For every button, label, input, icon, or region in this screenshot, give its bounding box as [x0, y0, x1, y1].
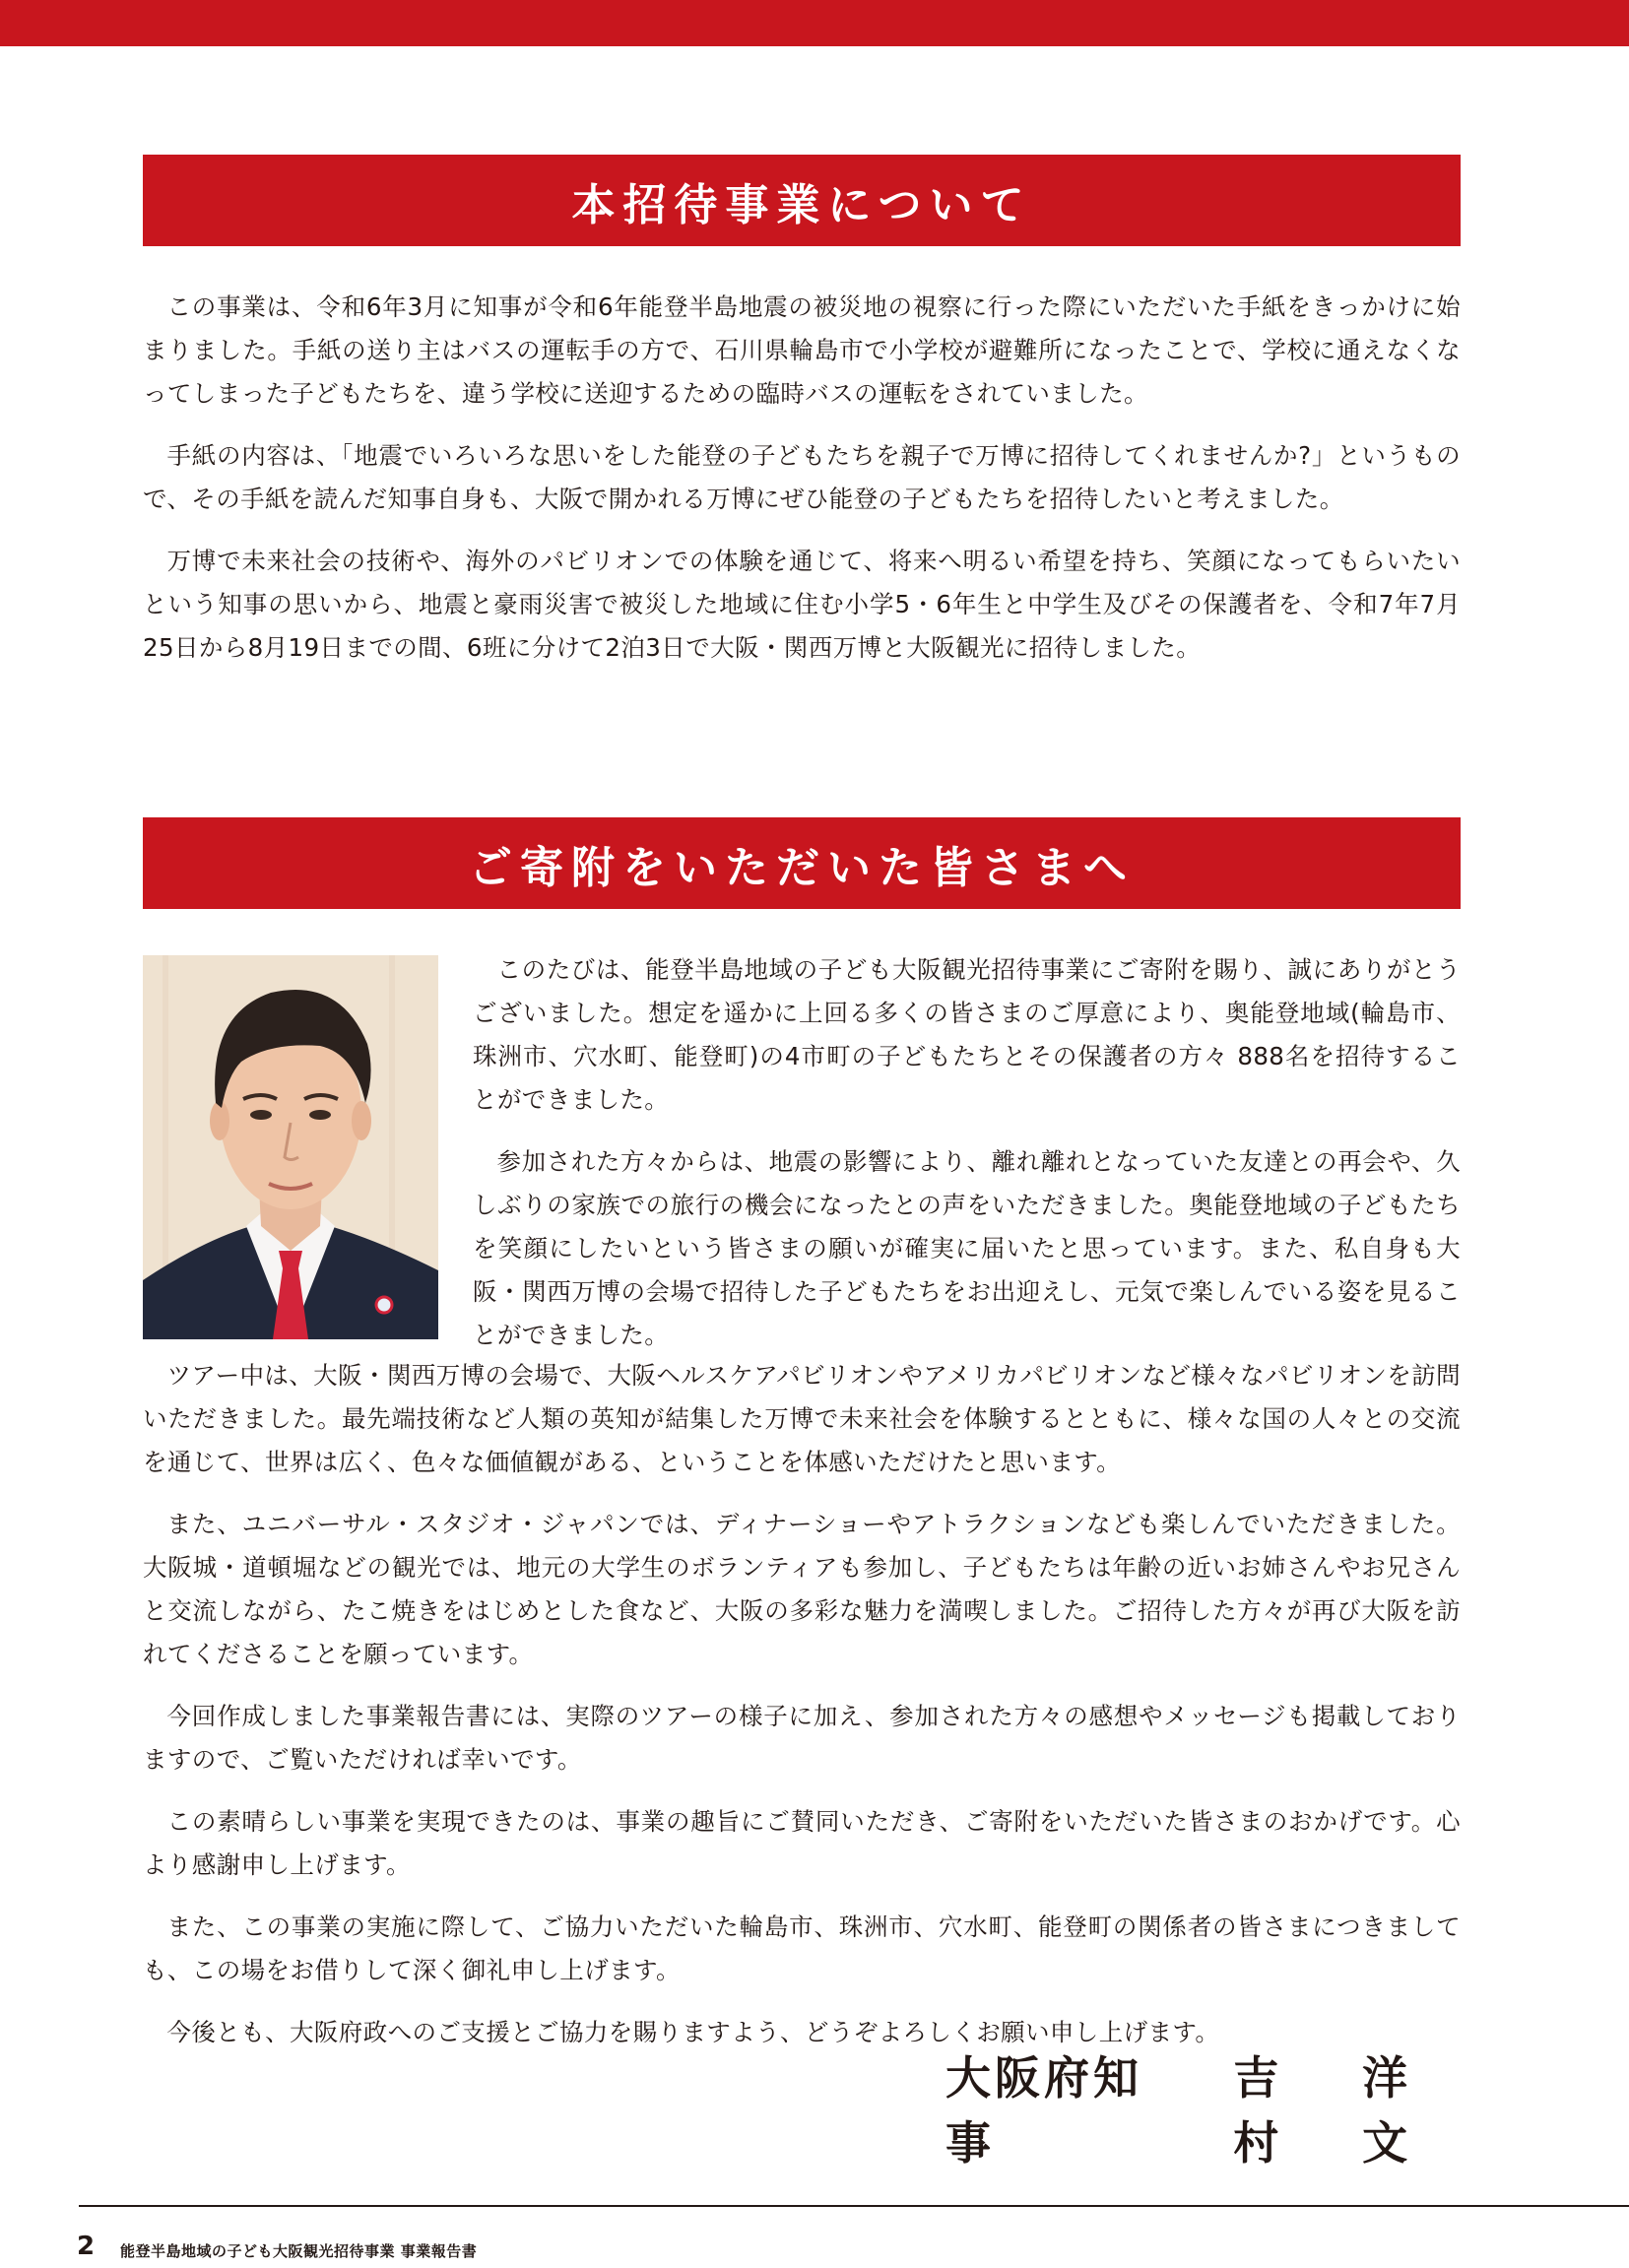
intro-right-column [473, 948, 1461, 1376]
page-number: 2 [77, 2232, 96, 2261]
footer-document-title: 能登半島地域の子ども大阪観光招待事業 事業報告書 [120, 2242, 478, 2260]
section-header-to-donors [143, 817, 1461, 909]
section-title: ご寄附をいただいた皆さまへ [469, 842, 1135, 893]
paragraph: 手紙の内容は、「地震でいろいろな思いをした能登の子どもたちを親子で万博に招待してくれませんか?」というもので、その手紙を読んだ知事自身も、大阪で開かれる万博にぜひ能登の子どもたちを招待したいと考えました。 [143, 441, 1461, 513]
governor-portrait-photo [143, 955, 438, 1339]
about-program-body [143, 286, 1461, 688]
paragraph: また、ユニバーサル・スタジオ・ジャパンでは、ディナーショーやアトラクションなども楽しんでいただきました。大阪城・道頓堀などの観光では、地元の大学生のボランティアも参加し、子どもたちは年齢の近いお姉さんやお兄さんと交流しながら、たこ焼きをはじめとした食など、大阪の多彩な魅力を満喫しました。ご招待した方々が再び大阪を訪れてくださることを願っています。 [143, 1510, 1461, 1668]
paragraph: この事業は、令和6年3月に知事が令和6年能登半島地震の被災地の視察に行った際にいただいた手紙をきっかけに始まりました。手紙の送り主はバスの運転手の方で、石川県輪島市で小学校が避難所になったことで、学校に通えなくなってしまった子どもたちを、違う学校に送迎するための臨時バスの運転をされていました。 [143, 292, 1461, 408]
signature-surname: 吉村 [1233, 2051, 1283, 2170]
governor-signature [945, 2051, 1458, 2170]
signature-title: 大阪府知事 [945, 2051, 1142, 2170]
portrait-illustration [143, 955, 438, 1339]
donor-message-body [143, 1354, 1461, 2073]
section-title: 本招待事業について [571, 179, 1032, 230]
section-header-about-program [143, 155, 1461, 246]
paragraph: また、この事業の実施に際して、ご協力いただいた輪島市、珠洲市、穴水町、能登町の関係者の皆さまにつきましても、この場をお借りして深く御礼申し上げます。 [143, 1912, 1461, 1984]
signature-given-name: 洋文 [1362, 2051, 1412, 2170]
paragraph: 参加された方々からは、地震の影響により、離れ離れとなっていた友達との再会や、久しぶりの家族での旅行の機会になったとの声をいただきました。奥能登地域の子どもたちを笑顔にしたいという皆さまの願いが確実に届いたと思っています。また、私自身も大阪・関西万博の会場で招待した子どもたちをお出迎えし、元気で楽しんでいる姿を見ることができました。 [473, 1147, 1461, 1349]
paragraph: 今回作成しました事業報告書には、実際のツアーの様子に加え、参加された方々の感想やメッセージも掲載しておりますので、ご覧いただければ幸いです。 [143, 1702, 1461, 1774]
top-accent-bar [0, 0, 1629, 46]
footer-divider [79, 2205, 1629, 2207]
paragraph: ツアー中は、大阪・関西万博の会場で、大阪ヘルスケアパビリオンやアメリカパビリオンなど様々なパビリオンを訪問いただきました。最先端技術など人類の英知が結集した万博で未来社会を体験するとともに、様々な国の人々との交流を通じて、世界は広く、色々な価値観がある、ということを体感いただけたと思います。 [143, 1361, 1461, 1476]
paragraph: 万博で未来社会の技術や、海外のパビリオンでの体験を通じて、将来へ明るい希望を持ち、笑顔になってもらいたいという知事の思いから、地震と豪雨災害で被災した地域に住む小学5・6年生と中学生及びその保護者を、令和7年7月25日から8月19日までの間、6班に分けて2泊3日で大阪・関西万博と大阪観光に招待しました。 [143, 547, 1461, 662]
paragraph: 今後とも、大阪府政へのご支援とご協力を賜りますよう、どうぞよろしくお願い申し上げます。 [166, 2018, 1220, 2046]
paragraph: このたびは、能登半島地域の子ども大阪観光招待事業にご寄附を賜り、誠にありがとうございました。想定を遥かに上回る多くの皆さまのご厚意により、奥能登地域(輪島市、珠洲市、穴水町、能登町)の4市町の子どもたちとその保護者の方々 888名を招待することができました。 [473, 955, 1461, 1114]
paragraph: この素晴らしい事業を実現できたのは、事業の趣旨にご賛同いただき、ご寄附をいただいた皆さまのおかげです。心より感謝申し上げます。 [143, 1807, 1461, 1879]
